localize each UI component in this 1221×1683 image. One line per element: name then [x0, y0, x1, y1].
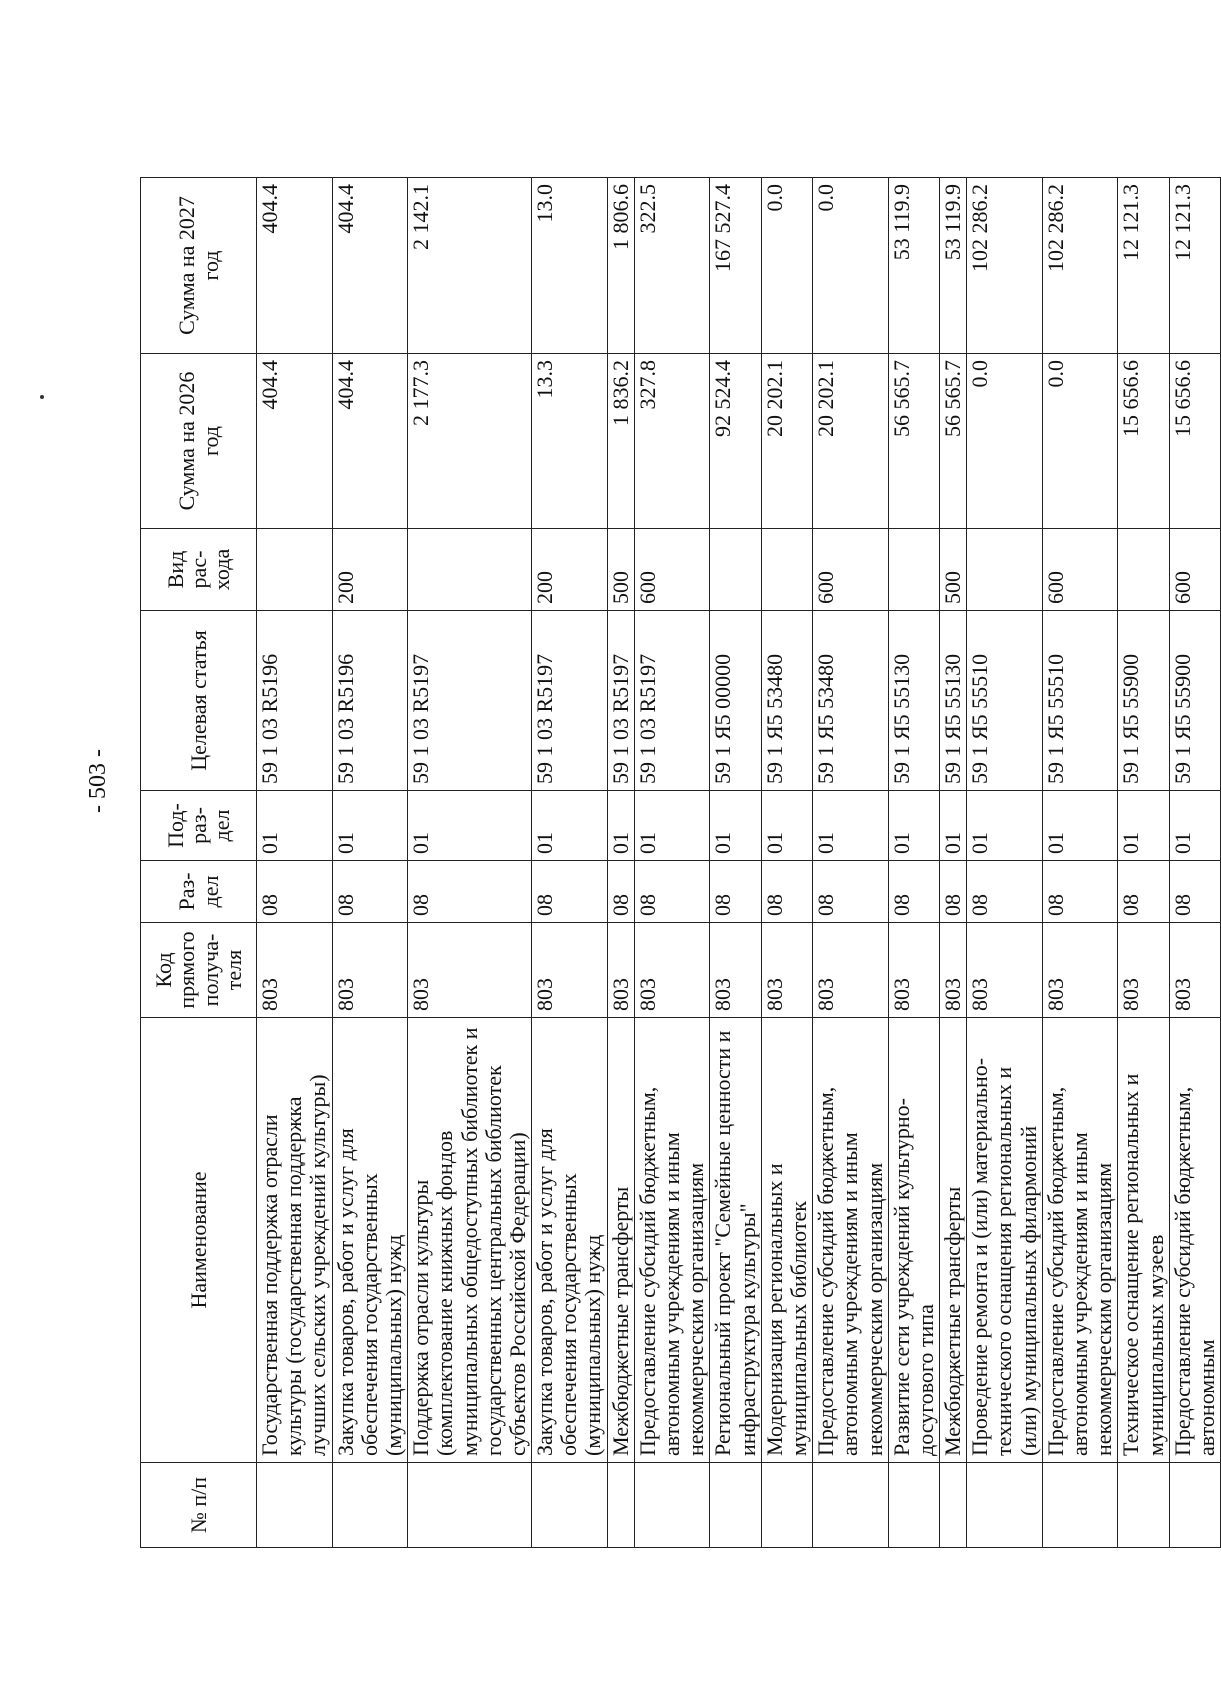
cell-idx — [532, 1463, 608, 1548]
table-row — [967, 178, 1043, 1548]
cell-sum2026: 92 524.4 — [710, 354, 761, 529]
cell-target: 59 1 Я5 53480 — [761, 611, 812, 791]
cell-name: Предоставление субсидий бюджетным, автономным учреждениям и иным некоммерческим организациям — [1042, 1018, 1118, 1463]
cell-subsection: 01 — [332, 791, 408, 861]
cell-section: 08 — [710, 861, 761, 923]
cell-recipient: 803 — [813, 923, 889, 1018]
page-number: - 503 - — [85, 749, 111, 813]
cell-expense — [967, 529, 1043, 611]
cell-recipient: 803 — [1118, 923, 1169, 1018]
table-row — [1042, 178, 1118, 1548]
cell-recipient: 803 — [607, 923, 634, 1018]
cell-recipient: 803 — [710, 923, 761, 1018]
cell-sum2027: 12 121.3 — [1118, 178, 1169, 354]
cell-section: 08 — [1042, 861, 1118, 923]
cell-expense: 600 — [634, 529, 710, 611]
header-name: Наименование — [141, 1018, 257, 1463]
header-sum-2027: Сумма на 2027 год — [141, 178, 257, 354]
cell-sum2027: 322.5 — [634, 178, 710, 354]
budget-table — [140, 177, 1221, 1548]
cell-subsection: 01 — [607, 791, 634, 861]
cell-target: 59 1 03 R5197 — [607, 611, 634, 791]
cell-subsection: 01 — [710, 791, 761, 861]
cell-expense: 600 — [1169, 529, 1220, 611]
cell-section: 08 — [607, 861, 634, 923]
cell-idx — [607, 1463, 634, 1548]
table-row — [332, 178, 408, 1548]
cell-target: 59 1 03 R5197 — [408, 611, 532, 791]
cell-name: Техническое оснащение региональных и муниципальных музеев — [1118, 1018, 1169, 1463]
cell-sum2026: 20 202.1 — [761, 354, 812, 529]
table-row — [761, 178, 812, 1548]
cell-sum2027: 2 142.1 — [408, 178, 532, 354]
header-recipient: Код прямого получа-теля — [141, 923, 257, 1018]
scan-speck — [40, 395, 44, 399]
cell-recipient: 803 — [761, 923, 812, 1018]
cell-idx — [257, 1463, 333, 1548]
cell-sum2027: 0.0 — [813, 178, 889, 354]
cell-idx — [634, 1463, 710, 1548]
cell-name: Предоставление субсидий бюджетным, автономным — [1169, 1018, 1220, 1463]
cell-subsection: 01 — [888, 791, 939, 861]
cell-recipient: 803 — [967, 923, 1043, 1018]
cell-sum2026: 13.3 — [532, 354, 608, 529]
cell-name: Межбюджетные трансферты — [940, 1018, 967, 1463]
header-expense: Вид рас-хода — [141, 529, 257, 611]
cell-sum2027: 167 527.4 — [710, 178, 761, 354]
table-row — [710, 178, 761, 1548]
cell-target: 59 1 Я5 00000 — [710, 611, 761, 791]
cell-sum2026: 20 202.1 — [813, 354, 889, 529]
table-row — [607, 178, 634, 1548]
table-row — [257, 178, 333, 1548]
cell-recipient: 803 — [1169, 923, 1220, 1018]
cell-target: 59 1 Я5 55510 — [967, 611, 1043, 791]
cell-subsection: 01 — [1169, 791, 1220, 861]
cell-section: 08 — [332, 861, 408, 923]
cell-subsection: 01 — [813, 791, 889, 861]
cell-expense: 500 — [940, 529, 967, 611]
cell-idx — [967, 1463, 1043, 1548]
cell-name: Закупка товаров, работ и услуг для обеспечения государственных (муниципальных) нужд — [332, 1018, 408, 1463]
cell-subsection: 01 — [257, 791, 333, 861]
cell-recipient: 803 — [332, 923, 408, 1018]
cell-sum2027: 53 119.9 — [940, 178, 967, 354]
cell-section: 08 — [761, 861, 812, 923]
cell-recipient: 803 — [1042, 923, 1118, 1018]
cell-idx — [888, 1463, 939, 1548]
rotated-page — [75, 178, 1219, 1548]
cell-sum2027: 1 806.6 — [607, 178, 634, 354]
cell-target: 59 1 Я5 53480 — [813, 611, 889, 791]
cell-idx — [940, 1463, 967, 1548]
cell-sum2026: 404.4 — [257, 354, 333, 529]
table-body — [257, 178, 1221, 1548]
cell-idx — [761, 1463, 812, 1548]
table-row — [813, 178, 889, 1548]
cell-subsection: 01 — [532, 791, 608, 861]
cell-name: Закупка товаров, работ и услуг для обеспечения государственных (муниципальных) нужд — [532, 1018, 608, 1463]
cell-idx — [813, 1463, 889, 1548]
cell-sum2026: 404.4 — [332, 354, 408, 529]
cell-subsection: 01 — [761, 791, 812, 861]
cell-idx — [710, 1463, 761, 1548]
cell-sum2027: 13.0 — [532, 178, 608, 354]
cell-expense — [761, 529, 812, 611]
cell-name: Региональный проект "Семейные ценности и инфраструктура культуры" — [710, 1018, 761, 1463]
cell-sum2026: 15 656.6 — [1169, 354, 1220, 529]
cell-sum2026: 0.0 — [1042, 354, 1118, 529]
cell-recipient: 803 — [940, 923, 967, 1018]
cell-sum2026: 15 656.6 — [1118, 354, 1169, 529]
header-sum-2026: Сумма на 2026 год — [141, 354, 257, 529]
cell-expense — [888, 529, 939, 611]
cell-sum2027: 102 286.2 — [1042, 178, 1118, 354]
table-row — [940, 178, 967, 1548]
header-target: Целевая статья — [141, 611, 257, 791]
cell-expense — [1118, 529, 1169, 611]
table-row — [532, 178, 608, 1548]
cell-subsection: 01 — [1118, 791, 1169, 861]
cell-target: 59 1 03 R5196 — [257, 611, 333, 791]
cell-section: 08 — [1118, 861, 1169, 923]
cell-expense — [257, 529, 333, 611]
cell-expense: 500 — [607, 529, 634, 611]
cell-name: Предоставление субсидий бюджетным, автономным учреждениям и иным некоммерческим организациям — [634, 1018, 710, 1463]
cell-expense: 600 — [813, 529, 889, 611]
cell-expense: 200 — [332, 529, 408, 611]
cell-expense — [710, 529, 761, 611]
cell-section: 08 — [888, 861, 939, 923]
cell-target: 59 1 03 R5197 — [634, 611, 710, 791]
cell-name: Государственная поддержка отрасли культуры (государственная поддержка лучших сельских учреждений культуры) — [257, 1018, 333, 1463]
cell-target: 59 1 Я5 55130 — [940, 611, 967, 791]
table-row — [634, 178, 710, 1548]
cell-sum2026: 56 565.7 — [888, 354, 939, 529]
header-subsection: Под-раз-дел — [141, 791, 257, 861]
cell-target: 59 1 Я5 55130 — [888, 611, 939, 791]
cell-section: 08 — [257, 861, 333, 923]
cell-subsection: 01 — [940, 791, 967, 861]
cell-sum2027: 53 119.9 — [888, 178, 939, 354]
cell-recipient: 803 — [257, 923, 333, 1018]
cell-name: Развитие сети учреждений культурно-досугового типа — [888, 1018, 939, 1463]
table-row — [1118, 178, 1169, 1548]
cell-recipient: 803 — [888, 923, 939, 1018]
cell-target: 59 1 Я5 55900 — [1118, 611, 1169, 791]
cell-sum2026: 2 177.3 — [408, 354, 532, 529]
cell-name: Модернизация региональных и муниципальных библиотек — [761, 1018, 812, 1463]
cell-idx — [1169, 1463, 1220, 1548]
cell-recipient: 803 — [408, 923, 532, 1018]
cell-name: Межбюджетные трансферты — [607, 1018, 634, 1463]
cell-sum2026: 1 836.2 — [607, 354, 634, 529]
cell-section: 08 — [940, 861, 967, 923]
table-row — [888, 178, 939, 1548]
cell-expense — [408, 529, 532, 611]
cell-sum2027: 404.4 — [257, 178, 333, 354]
cell-name: Предоставление субсидий бюджетным, автономным учреждениям и иным некоммерческим организациям — [813, 1018, 889, 1463]
cell-sum2027: 12 121.3 — [1169, 178, 1220, 354]
cell-target: 59 1 03 R5196 — [332, 611, 408, 791]
cell-sum2027: 0.0 — [761, 178, 812, 354]
cell-sum2027: 404.4 — [332, 178, 408, 354]
cell-recipient: 803 — [634, 923, 710, 1018]
header-idx: № п/п — [141, 1463, 257, 1548]
cell-name: Проведение ремонта и (или) материально-технического оснащения региональных и (или) муниципальных филармоний — [967, 1018, 1043, 1463]
cell-subsection: 01 — [408, 791, 532, 861]
header-section: Раз-дел — [141, 861, 257, 923]
cell-recipient: 803 — [532, 923, 608, 1018]
cell-sum2026: 327.8 — [634, 354, 710, 529]
cell-idx — [1118, 1463, 1169, 1548]
cell-section: 08 — [813, 861, 889, 923]
table-header-row — [141, 178, 257, 1548]
cell-sum2026: 56 565.7 — [940, 354, 967, 529]
cell-section: 08 — [532, 861, 608, 923]
cell-idx — [408, 1463, 532, 1548]
cell-expense: 200 — [532, 529, 608, 611]
cell-section: 08 — [1169, 861, 1220, 923]
cell-section: 08 — [967, 861, 1043, 923]
cell-idx — [332, 1463, 408, 1548]
cell-subsection: 01 — [1042, 791, 1118, 861]
cell-target: 59 1 Я5 55510 — [1042, 611, 1118, 791]
cell-section: 08 — [634, 861, 710, 923]
cell-target: 59 1 Я5 55900 — [1169, 611, 1220, 791]
cell-sum2026: 0.0 — [967, 354, 1043, 529]
cell-target: 59 1 03 R5197 — [532, 611, 608, 791]
table-row — [1169, 178, 1220, 1548]
cell-sum2027: 102 286.2 — [967, 178, 1043, 354]
cell-subsection: 01 — [634, 791, 710, 861]
table-row — [408, 178, 532, 1548]
cell-expense: 600 — [1042, 529, 1118, 611]
cell-section: 08 — [408, 861, 532, 923]
cell-subsection: 01 — [967, 791, 1043, 861]
cell-name: Поддержка отрасли культуры (комплектование книжных фондов муниципальных общедоступных библиотек и государственных центральных библиотек субъектов Российской Федерации) — [408, 1018, 532, 1463]
cell-idx — [1042, 1463, 1118, 1548]
